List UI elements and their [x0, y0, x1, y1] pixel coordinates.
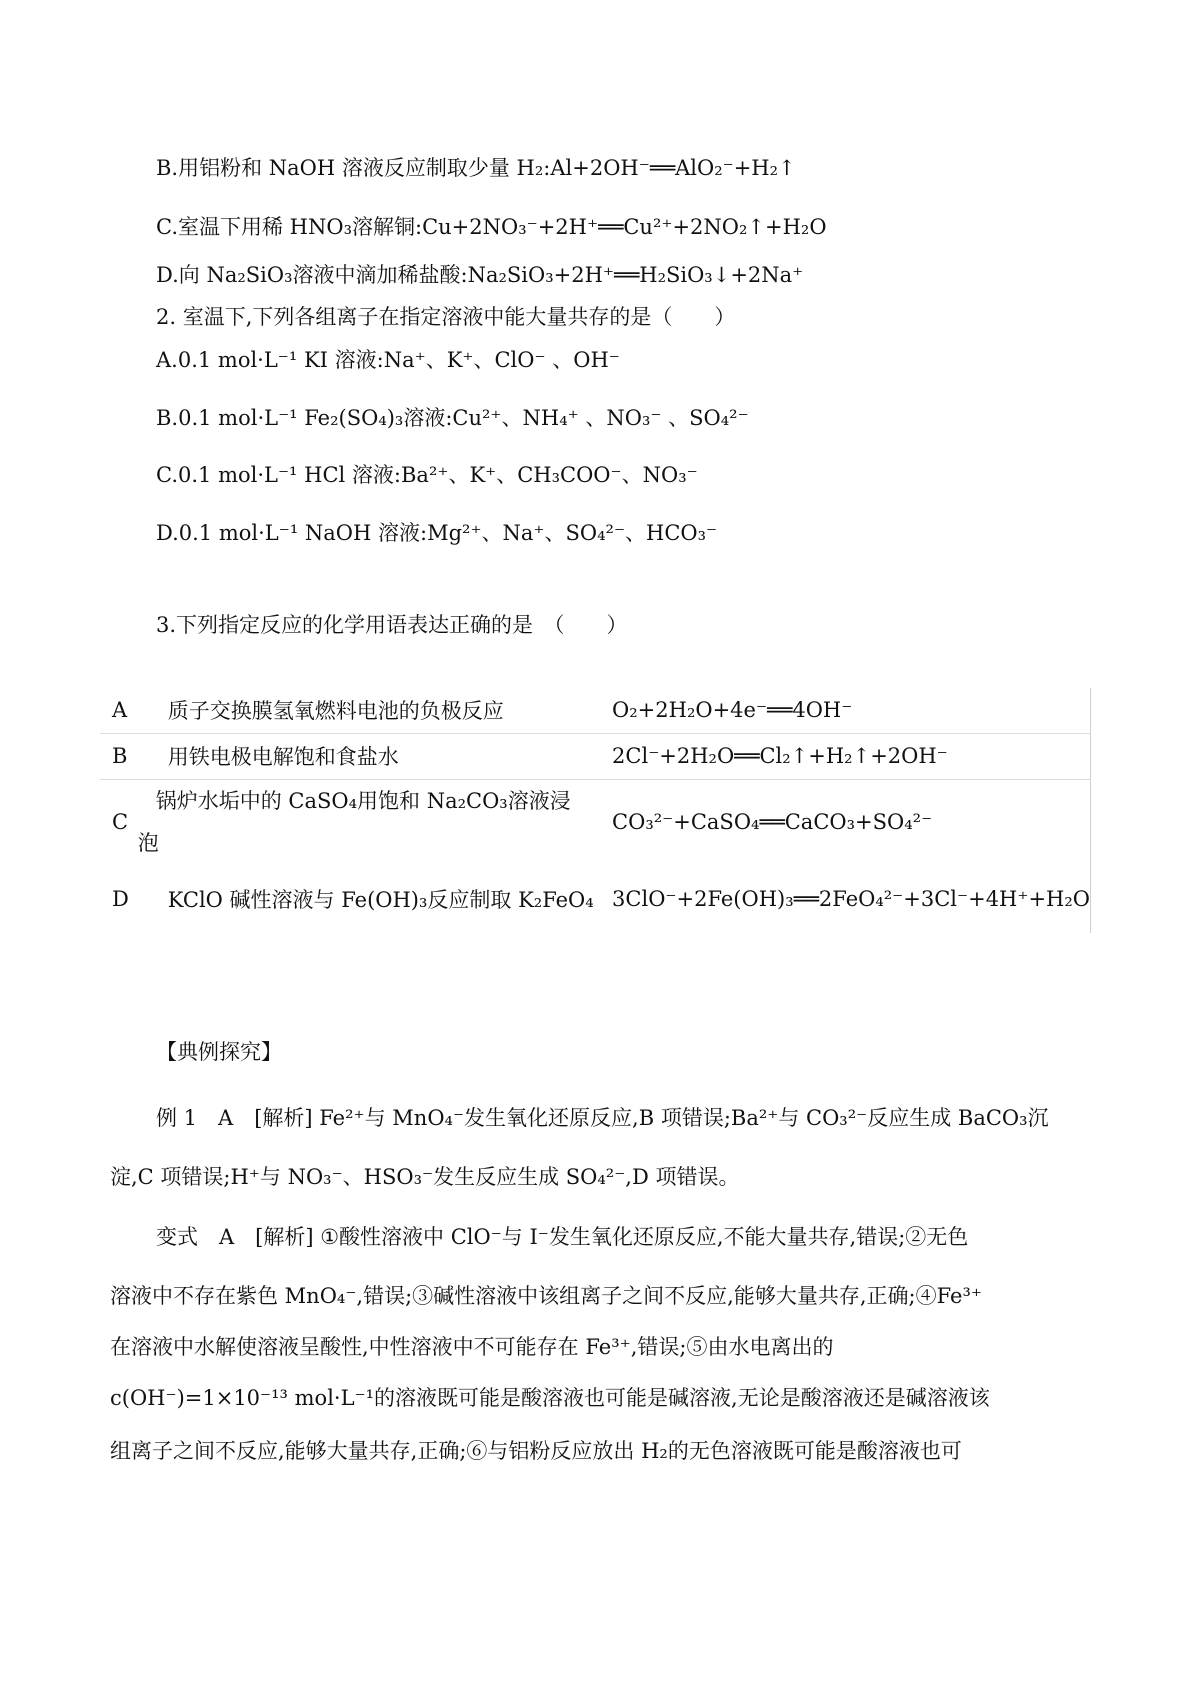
q2-option-d: D.0.1 mol·L⁻¹ NaOH 溶液:Mg²⁺、Na⁺、SO₄²⁻、HCO₃⁻: [156, 521, 718, 545]
table-row: [100, 688, 1091, 733]
row-letter: D: [112, 887, 129, 911]
q2-option-a: A.0.1 mol·L⁻¹ KI 溶液:Na⁺、K⁺、ClO⁻ 、OH⁻: [156, 348, 620, 372]
q3-table: [100, 688, 1091, 933]
section-heading: 【典例探究】: [156, 1040, 282, 1064]
q1-option-b: B.用铝粉和 NaOH 溶液反应制取少量 H₂:Al+2OH⁻══AlO₂⁻+H₂↑: [156, 156, 796, 180]
row-letter: C: [112, 810, 129, 835]
row-letter: B: [100, 733, 168, 779]
row-description: [137, 779, 600, 865]
row-equation: 2Cl⁻+2H₂O══Cl₂↑+H₂↑+2OH⁻: [600, 733, 1090, 779]
q2-stem: 2. 室温下,下列各组离子在指定溶液中能大量共存的是（ ）: [156, 305, 736, 329]
q2-option-b: B.0.1 mol·L⁻¹ Fe₂(SO₄)₃溶液:Cu²⁺、NH₄⁺ 、NO₃⁻ 、SO₄²⁻: [156, 406, 749, 430]
table-row: [100, 865, 1091, 933]
variant-line1: 变式 A [解析] ①酸性溶液中 ClO⁻与 I⁻发生氧化还原反应,不能大量共存,错误;②无色: [156, 1225, 969, 1249]
q1-option-c: C.室温下用稀 HNO₃溶解铜:Cu+2NO₃⁻+2H⁺══Cu²⁺+2NO₂↑+H₂O: [156, 215, 827, 239]
table-row: [100, 779, 1091, 865]
table-row: [100, 733, 1091, 779]
row-description-line1: 锅炉水垢中的 CaSO₄用饱和 Na₂CO₃溶液浸: [155, 789, 571, 814]
variant-line4: c(OH⁻)=1×10⁻¹³ mol·L⁻¹的溶液既可能是酸溶液也可能是碱溶液,无论是酸溶液还是碱溶液该: [110, 1386, 990, 1410]
q1-option-d: D.向 Na₂SiO₃溶液中滴加稀盐酸:Na₂SiO₃+2H⁺══H₂SiO₃↓+2Na⁺: [156, 263, 804, 287]
row-description: 用铁电极电解饱和食盐水: [168, 733, 600, 779]
row-letter: A: [100, 688, 168, 733]
row-description: 质子交换膜氢氧燃料电池的负极反应: [168, 688, 600, 733]
row-equation: CO₃²⁻+CaSO₄══CaCO₃+SO₄²⁻: [600, 779, 1090, 865]
row-equation: O₂+2H₂O+4e⁻══4OH⁻: [600, 688, 1090, 733]
q3-stem: 3.下列指定反应的化学用语表达正确的是 （ ）: [156, 613, 628, 637]
variant-line5: 组离子之间不反应,能够大量共存,正确;⑥与铝粉反应放出 H₂的无色溶液既可能是酸溶液也可: [110, 1439, 962, 1463]
variant-line2: 溶液中不存在紫色 MnO₄⁻,错误;③碱性溶液中该组离子之间不反应,能够大量共存,正确;④Fe³⁺: [110, 1284, 982, 1308]
q2-option-c: C.0.1 mol·L⁻¹ HCl 溶液:Ba²⁺、K⁺、CH₃COO⁻、NO₃⁻: [156, 463, 698, 487]
row-description: KClO 碱性溶液与 Fe(OH)₃反应制取 K₂FeO₄: [167, 888, 594, 912]
variant-line3: 在溶液中水解使溶液呈酸性,中性溶液中不可能存在 Fe³⁺,错误;⑤由水电离出的: [110, 1335, 834, 1359]
row-equation: 3ClO⁻+2Fe(OH)₃══2FeO₄²⁻+3Cl⁻+4H⁺+H₂O: [600, 865, 1090, 933]
example1-line2: 淀,C 项错误;H⁺与 NO₃⁻、HSO₃⁻发生反应生成 SO₄²⁻,D 项错误。: [110, 1165, 740, 1189]
row-description-line2: 泡: [137, 831, 159, 856]
example1-line1: 例 1 A [解析] Fe²⁺与 MnO₄⁻发生氧化还原反应,B 项错误;Ba²⁺与 CO₃²⁻反应生成 BaCO₃沉: [156, 1106, 1049, 1130]
